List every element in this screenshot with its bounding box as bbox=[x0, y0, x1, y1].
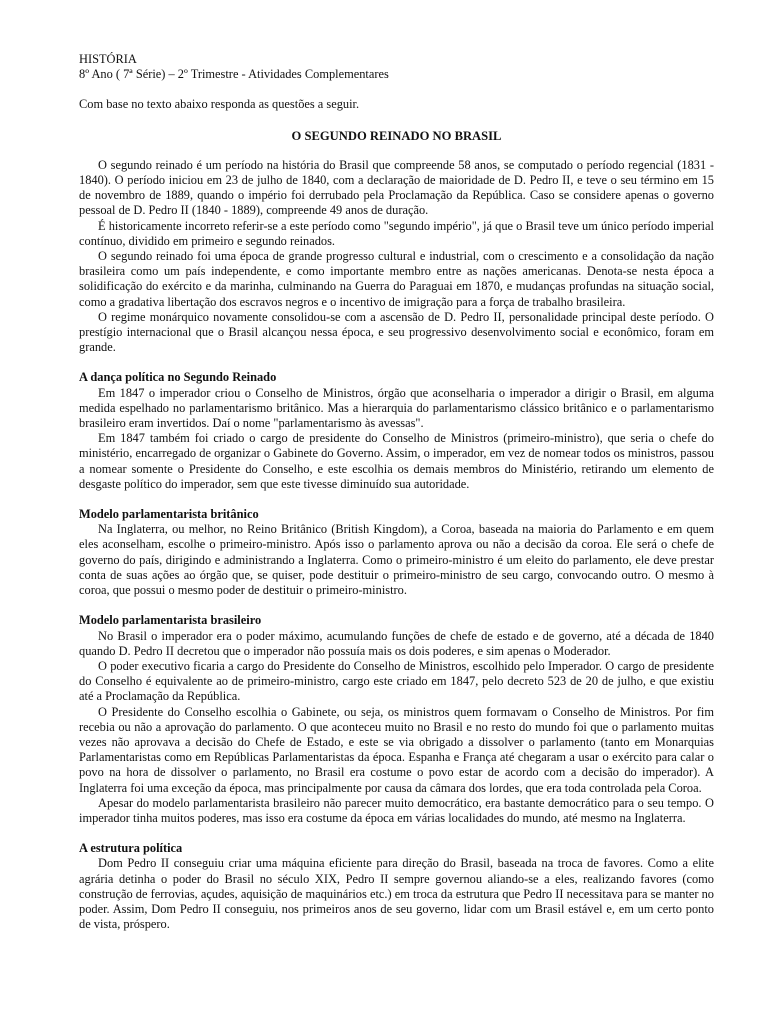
intro-text bbox=[79, 158, 714, 356]
section-title: A estrutura política bbox=[79, 841, 183, 856]
section-modelo-brasileiro bbox=[79, 613, 714, 826]
paragraph: Apesar do modelo parlamentarista brasileiro não parecer muito democrático, era bastante democrático para o seu tempo. O imperador tinha muitos poderes, mas isso era costume da época em várias localidades do mundo, até mesmo na Inglaterra. bbox=[79, 795, 714, 825]
document-title: O SEGUNDO REINADO NO BRASIL bbox=[291, 128, 502, 143]
paragraph: O Presidente do Conselho escolhia o Gabinete, ou seja, os ministros quem formavam o Conselho de Ministros. Por fim recebia ou não a aprovação do parlamento. O que aconteceu muito no Brasil e no resto do mundo foi que o parlamento muitas vezes não aprovava a decisão do Chefe de Estado, e este se via obrigado a dissolver o parlamento (tanto em Monarquias Parlamentaristas como em Repúblicas Parlamentaristas da época. Espanha e França até chegaram a usar o exército para calar o povo na hora de dissolver o parlamento, no Brasil era costume o povo estar de acordo com a decisão do imperador). A Inglaterra foi uma exceção da época, mas principalmente por causa da câmara dos lordes, que era toda controlada pela Coroa. bbox=[79, 704, 714, 795]
paragraph: O segundo reinado é um período na história do Brasil que compreende 58 anos, se computado o período regencial (1831 - 1840). O período iniciou em 23 de julho de 1840, com a declaração de maioridade de D. Pedro II, e teve o seu término em 15 de novembro de 1889, quando o império foi derrubado pela Proclamação da República. Caso se considere apenas o governo pessoal de D. Pedro II (1840 - 1889), compreende 49 anos de duração. bbox=[79, 157, 714, 218]
paragraph: Na Inglaterra, ou melhor, no Reino Britânico (British Kingdom), a Coroa, baseada na maioria do Parlamento e em quem eles aconselham, escolhe o primeiro-ministro. Após isso o parlamento aprova ou não a decisão da coroa. Ele será o chefe de governo do país, dirigindo e administrando a Inglaterra. Como o primeiro-ministro é um eleito do parlamento, ele deve prestar conta de suas ações ao órgão que, se quiser, pode destituir o primeiro-ministro de seu cargo, convocando outro. O mesmo à coroa, que possui o mesmo poder de destituir o primeiro-ministro. bbox=[79, 522, 714, 598]
paragraph: No Brasil o imperador era o poder máximo, acumulando funções de chefe de estado e de governo, até a década de 1840 quando D. Pedro II decretou que o imperador não possuía mais os dois poderes, e sim apenas o Moderador. bbox=[79, 628, 714, 658]
grade-line: 8º Ano ( 7ª Série) – 2º Trimestre - Atividades Complementares bbox=[79, 67, 389, 82]
section-danca-politica bbox=[79, 370, 714, 492]
paragraph: É historicamente incorreto referir-se a este período como "segundo império", já que o Brasil teve um único período imperial contínuo, dividido em primeiro e segundo reinados. bbox=[79, 218, 714, 248]
section-estrutura-politica bbox=[79, 841, 714, 932]
paragraph: Em 1847 também foi criado o cargo de presidente do Conselho de Ministros (primeiro-ministro), que seria o chefe do ministério, encarregado de organizar o Gabinete do Governo. Assim, o imperador, em vez de nomear todos os ministros, passou a nomear somente o Presidente do Conselho, e este escolhia os demais membros do Ministério, retirando um elemento de desgaste político do imperador, sem que este tivesse diminuído sua autoridade. bbox=[79, 431, 714, 491]
document-page bbox=[79, 52, 714, 932]
section-title: A dança política no Segundo Reinado bbox=[79, 370, 277, 385]
paragraph: O poder executivo ficaria a cargo do Presidente do Conselho de Ministros, escolhido pelo Imperador. O cargo de presidente do Conselho é equivalente ao de primeiro-ministro, cargo este criado em 1847, pelo decreto 523 de 20 de julho, e que existiu até a Proclamação da República. bbox=[79, 658, 714, 704]
section-title: Modelo parlamentarista britânico bbox=[79, 507, 259, 522]
paragraph: O regime monárquico novamente consolidou-se com a ascensão de D. Pedro II, personalidade principal deste período. O prestígio internacional que o Brasil alcançou nessa época, e seu progressivo desenvolvimento social e econômico, foram em grande. bbox=[79, 309, 714, 355]
section-modelo-britanico bbox=[79, 507, 714, 598]
paragraph: Em 1847 o imperador criou o Conselho de Ministros, órgão que aconselharia o imperador a dirigir o Brasil, em alguma medida espelhado no parlamentarismo britânico. Mas a hierarquia do parlamentarismo clássico britânico e o parlamentarismo brasileiro eram invertidos. Daí o nome "parlamentarismo às avessas". bbox=[79, 385, 714, 431]
paragraph: Dom Pedro II conseguiu criar uma máquina eficiente para direção do Brasil, baseada na troca de favores. Como a elite agrária detinha o poder do Brasil no século XIX, Pedro II sempre governou aliando-se a eles, realizando favores (como construção de ferrovias, açudes, aquisição de maquinários etc.) em troca da estrutura que Pedro II necessitava para se manter no poder. Assim, Dom Pedro II conseguiu, nos primeiros anos de seu governo, lidar com um Brasil estável e, em um certo ponto de vista, próspero. bbox=[79, 856, 714, 932]
section-title: Modelo parlamentarista brasileiro bbox=[79, 613, 262, 628]
subject-heading: HISTÓRIA bbox=[79, 52, 137, 66]
instruction-line: Com base no texto abaixo responda as questões a seguir. bbox=[79, 97, 360, 112]
paragraph: O segundo reinado foi uma época de grande progresso cultural e industrial, com o crescimento e a consolidação da nação brasileira como um país independente, e como importante membro entre as nações americanas. Denota-se nesta época a solidificação do exército e da marinha, culminando na Guerra do Paraguai em 1870, e mudanças profundas na situação social, como a gradativa libertação dos escravos negros e o incentivo de imigração para a força de trabalho brasileira. bbox=[79, 249, 714, 309]
